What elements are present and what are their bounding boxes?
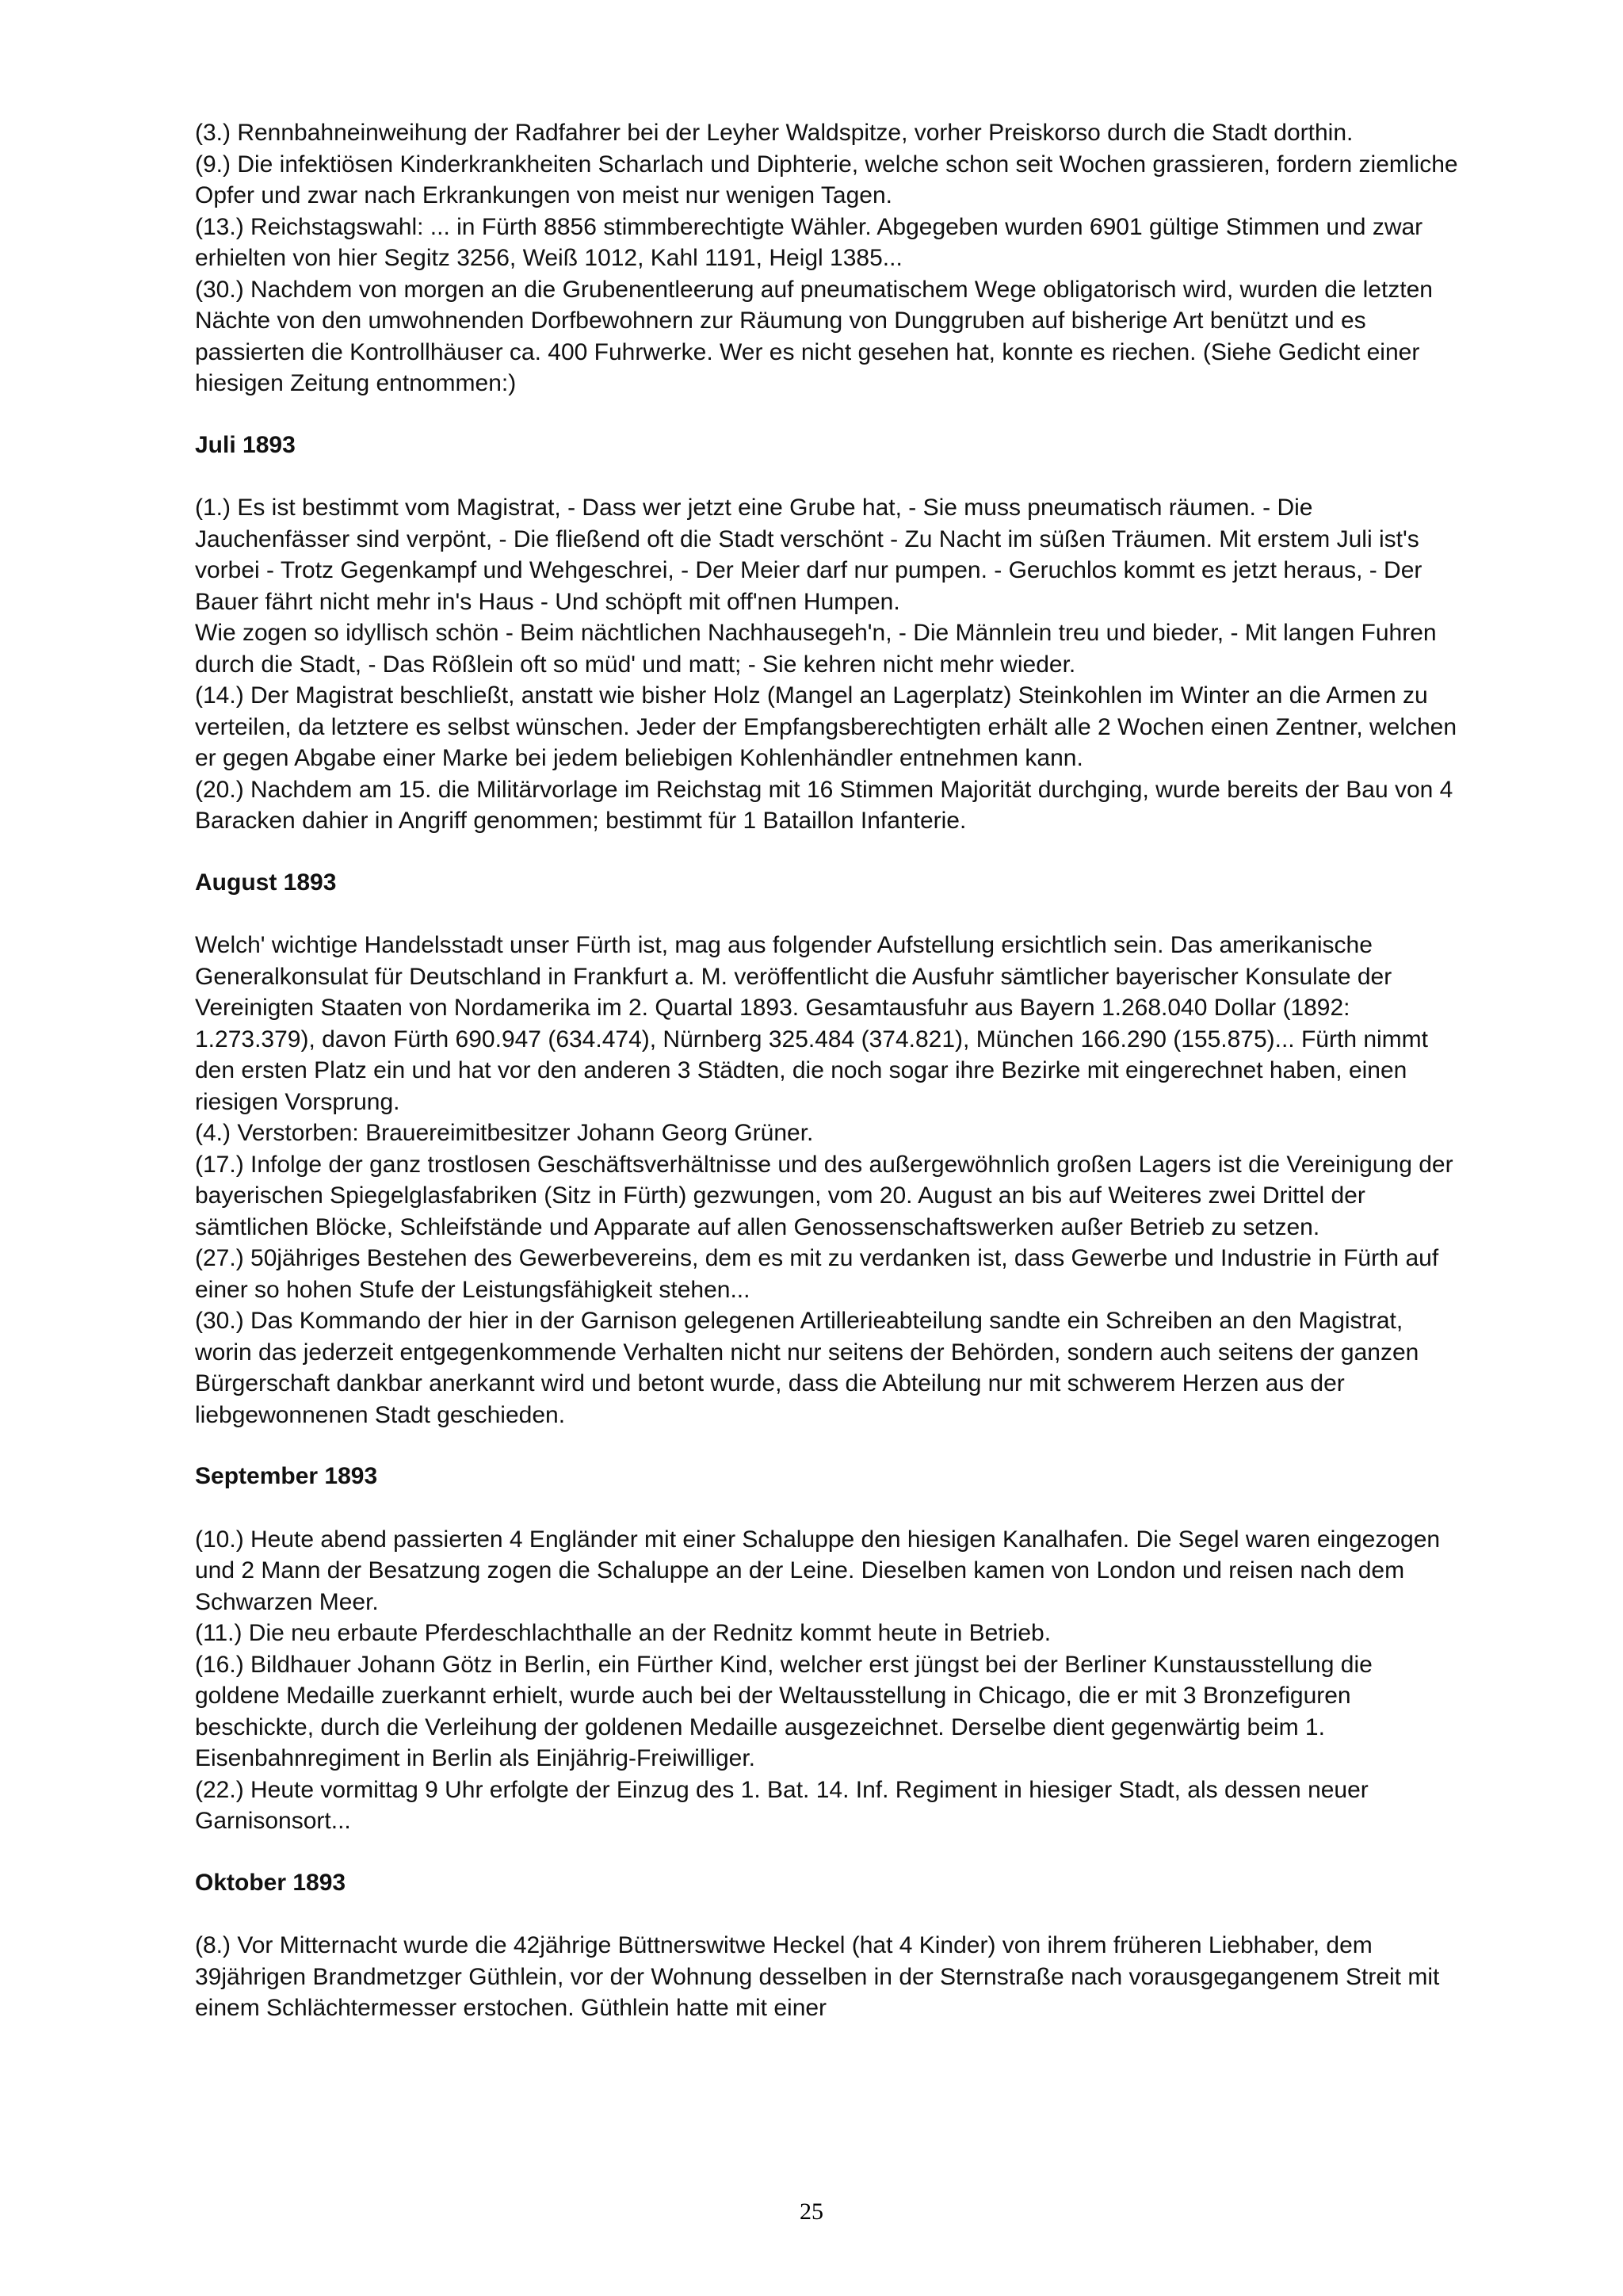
section-entries	[195, 492, 1463, 837]
entry-paragraph: (20.) Nachdem am 15. die Militärvorlage im Reichstag mit 16 Stimmen Majorität durchging, wurde bereits der Bau von 4 Baracken dahier in Angriff genommen; bestimmt für 1 Bataillon Infanterie.	[195, 776, 1453, 834]
entry-paragraph: (13.) Reichstagswahl: ... in Fürth 8856 stimmberechtigte Wähler. Abgegeben wurden 6901 gültige Stimmen und zwar erhielten von hier Segitz 3256, Weiß 1012, Kahl 1191, Heigl 1385...	[195, 213, 1423, 271]
entry-paragraph: (4.) Verstorben: Brauereimitbesitzer Johann Georg Grüner.	[195, 1120, 814, 1146]
page-body	[195, 117, 1463, 2024]
entry-paragraph: (27.) 50jähriges Bestehen des Gewerbevereins, dem es mit zu verdanken ist, dass Gewerbe und Industrie in Fürth auf einer so hohen Stufe der Leistungsfähigkeit stehen...	[195, 1245, 1439, 1303]
entry-paragraph: (30.) Nachdem von morgen an die Grubenentleerung auf pneumatischem Wege obligatorisch wird, wurden die letzten Nächte von den umwohnenden Dorfbewohnern zur Räumung von Dunggruben auf bisherige Art benützt und es passierten die Kontrollhäuser ca. 400 Fuhrwerke. Wer es nicht gesehen hat, konnte es riechen. (Siehe Gedicht einer hiesigen Zeitung entnommen:)	[195, 276, 1433, 396]
entry-paragraph: (17.) Infolge der ganz trostlosen Geschäftsverhältnisse und des außergewöhnlich großen Lagers ist die Vereinigung der bayerischen Spiegelglasfabriken (Sitz in Fürth) gezwungen, vom 20. August an bis auf Weiteres zwei Drittel der sämtlichen Blöcke, Schleifstände und Apparate auf allen Genossenschaftswerken außer Betrieb zu setzen.	[195, 1151, 1453, 1240]
entry-paragraph: (30.) Das Kommando der hier in der Garnison gelegenen Artillerieabteilung sandte ein Schreiben an den Magistrat, worin das jederzeit entgegenkommende Verhalten nicht nur seitens der Behörden, sondern auch seitens der ganzen Bürgerschaft dankbar anerkannt wird und betont wurde, dass die Abteilung nur mit schwerem Herzen aus der liebgewonnenen Stadt geschieden.	[195, 1308, 1419, 1428]
entry-paragraph: (9.) Die infektiösen Kinderkrankheiten Scharlach und Diphterie, welche schon seit Wochen grassieren, fordern ziemliche Opfer und zwar nach Erkrankungen von meist nur wenigen Tagen.	[195, 151, 1458, 208]
entry-paragraph: Wie zogen so idyllisch schön - Beim nächtlichen Nachhausegeh'n, - Die Männlein treu und bieder, - Mit langen Fuhren durch die Stadt, - Das Rößlein oft so müd' und matt; - Sie kehren nicht mehr wieder.	[195, 620, 1437, 678]
section-heading: August 1893	[195, 869, 337, 896]
entry-paragraph: Welch' wichtige Handelsstadt unser Fürth ist, mag aus folgender Aufstellung ersichtlich sein. Das amerikanische Generalkonsulat für Deutschland in Frankfurt a. M. veröffentlicht die Ausfuhr sämtlicher bayerischer Konsulate der Vereinigten Staaten von Nordamerika im 2. Quartal 1893. Gesamtausfuhr aus Bayern 1.268.040 Dollar (1892: 1.273.379), davon Fürth 690.947 (634.474), Nürnberg 325.484 (374.821), München 166.290 (155.875)... Fürth nimmt den ersten Platz ein und hat vor den anderen 3 Städten, die noch sogar ihre Bezirke mit eingerechnet haben, einen riesigen Vorsprung.	[195, 932, 1429, 1115]
section-heading: September 1893	[195, 1463, 378, 1489]
intro-entries	[195, 117, 1463, 399]
page-number: 25	[800, 2199, 823, 2225]
entry-paragraph: (14.) Der Magistrat beschließt, anstatt wie bisher Holz (Mangel an Lagerplatz) Steinkohlen im Winter an die Armen zu verteilen, da letztere es selbst wünschen. Jeder der Empfangsberechtigten erhält alle 2 Wochen einen Zentner, welchen er gegen Abgabe einer Marke bei jedem beliebigen Kohlenhändler entnehmen kann.	[195, 682, 1457, 771]
entry-paragraph: (22.) Heute vormittag 9 Uhr erfolgte der Einzug des 1. Bat. 14. Inf. Regiment in hiesiger Stadt, als dessen neuer Garnisonsort...	[195, 1776, 1369, 1834]
entry-paragraph: (11.) Die neu erbaute Pferdeschlachthalle an der Rednitz kommt heute in Betrieb.	[195, 1620, 1052, 1646]
section-heading: Oktober 1893	[195, 1869, 346, 1896]
section-heading: Juli 1893	[195, 431, 296, 458]
section-entries	[195, 930, 1463, 1431]
section-juli	[195, 430, 1463, 837]
section-entries	[195, 1524, 1463, 1837]
entry-paragraph: (10.) Heute abend passierten 4 Engländer mit einer Schaluppe den hiesigen Kanalhafen. Die Segel waren eingezogen und 2 Mann der Besatzung zogen die Schaluppe an der Leine. Dieselben kamen von London und reisen nach dem Schwarzen Meer.	[195, 1526, 1441, 1615]
entry-paragraph: (16.) Bildhauer Johann Götz in Berlin, ein Fürther Kind, welcher erst jüngst bei der Berliner Kunstausstellung die goldene Medaille zuerkannt erhielt, wurde auch bei der Weltausstellung in Chicago, die er mit 3 Bronzefiguren beschickte, durch die Verleihung der goldenen Medaille ausgezeichnet. Derselbe dient gegenwärtig beim 1. Eisenbahnregiment in Berlin als Einjährig-Freiwilliger.	[195, 1651, 1373, 1771]
entry-paragraph: (1.) Es ist bestimmt vom Magistrat, - Dass wer jetzt eine Grube hat, - Sie muss pneumatisch räumen. - Die Jauchenfässer sind verpönt, - Die fließend oft die Stadt verschönt - Zu Nacht im süßen Träumen. Mit erstem Juli ist's vorbei - Trotz Gegenkampf und Wehgeschrei, - Der Meier darf nur pumpen. - Geruchlos kommt es jetzt heraus, - Der Bauer fährt nicht mehr in's Haus - Und schöpft mit off'nen Humpen.	[195, 495, 1423, 615]
section-september	[195, 1461, 1463, 1837]
section-august	[195, 867, 1463, 1431]
entry-paragraph: (8.) Vor Mitternacht wurde die 42jährige Büttnerswitwe Heckel (hat 4 Kinder) von ihrem früheren Liebhaber, dem 39jährigen Brandmetzger Güthlein, vor der Wohnung desselben in der Sternstraße nach vorausgegangenem Streit mit einem Schlächtermesser erstochen. Güthlein hatte mit einer	[195, 1932, 1440, 2021]
section-oktober	[195, 1867, 1463, 2024]
entry-paragraph: (3.) Rennbahneinweihung der Radfahrer bei der Leyher Waldspitze, vorher Preiskorso durch die Stadt dorthin.	[195, 120, 1354, 146]
section-entries	[195, 1930, 1463, 2024]
